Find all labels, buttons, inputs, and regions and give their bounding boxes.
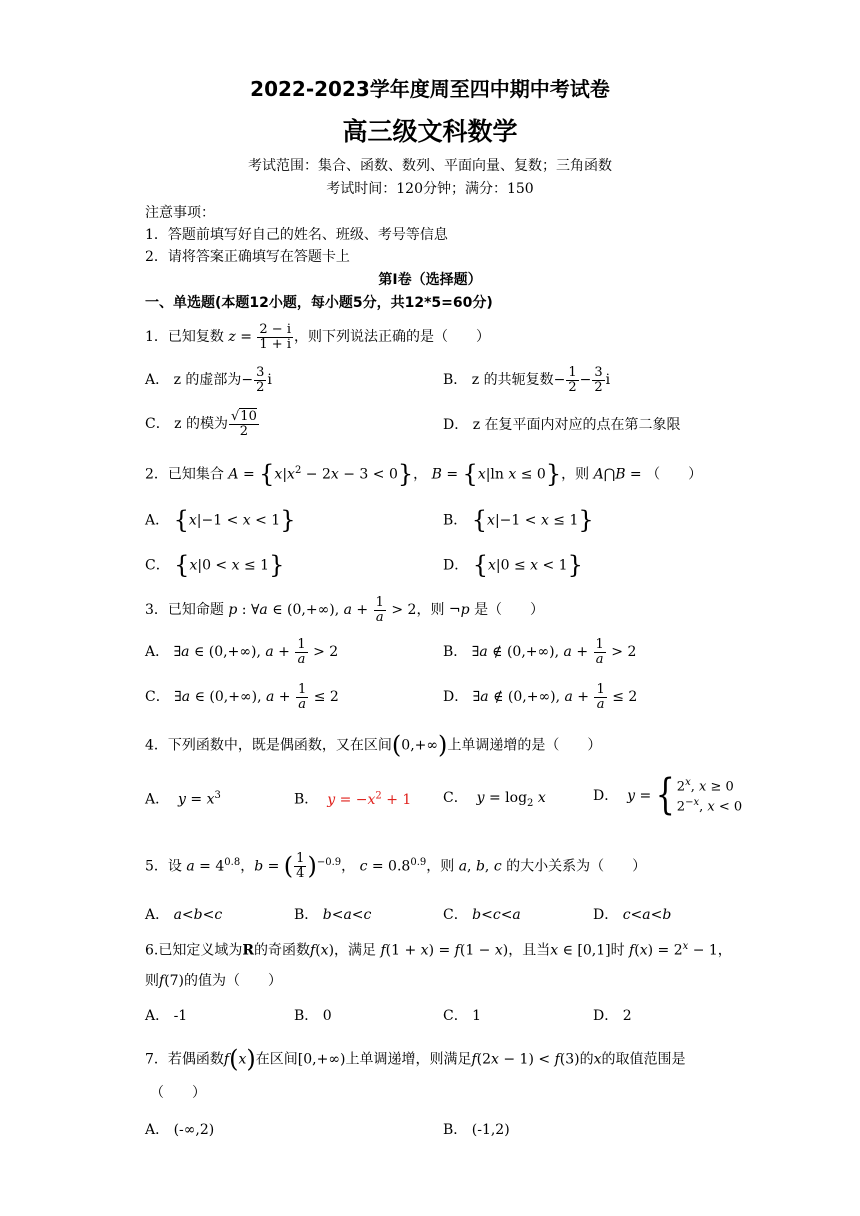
- question-3: 3．已知命题 p : ∀a ∈ (0,+∞), a + $\frac{1}{a}$ > 2，则 ¬p 是（ ）: [145, 595, 545, 625]
- option-6d[interactable]: D． 2: [593, 1008, 632, 1024]
- option-2c[interactable]: C． {x|0 < x ≤ 1}: [145, 551, 285, 579]
- option-3c[interactable]: C． ∃a ∈ (0,+∞), a + $\frac{1}{a}$ ≤ 2: [145, 682, 339, 712]
- option-6c[interactable]: C． 1: [443, 1008, 482, 1024]
- option-2d[interactable]: D． {x|0 ≤ x < 1}: [443, 551, 583, 579]
- option-1b[interactable]: B． z 的共轭复数− $\frac{1}{2}$ − $\frac{3}{2}$ i: [443, 365, 611, 395]
- option-4d[interactable]: D． y = { 2$^x$, x ≥ 0 $2^{-x}$, x < 0: [593, 770, 743, 820]
- notes-heading: 注意事项：: [145, 205, 215, 221]
- question-5: 5．设 $a = 4^{0.8}$，b = ( $\frac{1}{4}$ )$^{-0.9}$， $c = 0.8^{0.9}$，则 a, b, c 的大小关系为（ ）: [145, 851, 647, 881]
- option-1c[interactable]: C． z 的模为 $\frac{√10}{2}$: [145, 409, 257, 439]
- option-4b[interactable]: B． $y = -x^2 + 1$: [294, 790, 412, 808]
- note-item-1: 1．答题前填写好自己的姓名、班级、考号等信息: [145, 227, 448, 243]
- exam-scope: 考试范围：集合、函数、数列、平面向量、复数；三角函数: [248, 158, 612, 174]
- question-7: 7．若偶函数f(x)在区间[0,+∞)上单调递增，则满足f(2x − 1) < f(3)的x的取值范围是: [145, 1045, 686, 1073]
- question-6-line2: 则f(7)的值为（ ）: [145, 973, 283, 989]
- option-7b[interactable]: B． (-1,2): [443, 1122, 510, 1138]
- question-2: 2．已知集合 $A = \{x|x^2 - 2x - 3 < 0\}$， B = {x|ln x ≤ 0}，则 A⋂B = （ ）: [145, 460, 703, 488]
- note-item-2: 2．请将答案正确填写在答题卡上: [145, 249, 350, 265]
- question-6: 6.已知定义域为R的奇函数f(x)，满足 f(1 + x) = f(1 − x)，且当x ∈ [0,1]时 $f(x) = 2^x - 1$，: [145, 941, 732, 959]
- option-3a[interactable]: A． ∃a ∈ (0,+∞), a + $\frac{1}{a}$ > 2: [145, 637, 339, 667]
- exam-time: 考试时间：120分钟；满分：150: [326, 181, 534, 197]
- option-4c[interactable]: C． $y = \log_2 x$: [443, 790, 546, 809]
- option-2b[interactable]: B． {x|−1 < x ≤ 1}: [443, 506, 594, 534]
- option-1a[interactable]: A． z 的虚部为− $\frac{3}{2}$ i: [145, 365, 272, 395]
- exam-subtitle: 高三级文科数学: [342, 117, 518, 146]
- option-5a[interactable]: A． a<b<c: [145, 907, 223, 923]
- question-stem: ，则下列说法正确的是（ ）: [294, 329, 490, 346]
- option-5b[interactable]: B． b<a<c: [294, 907, 372, 923]
- exam-title: 2022-2023学年度周至四中期中考试卷: [250, 77, 610, 101]
- option-4a[interactable]: A． $y = x^3$: [145, 790, 221, 808]
- question-4: 4．下列函数中，既是偶函数，又在区间(0,+∞)上单调递增的是（ ）: [145, 731, 602, 759]
- question-1: 1．已知复数 z = $\frac{2 - i}{1 + i}$ ，则下列说法正确的是（ ）: [145, 322, 490, 352]
- option-7a[interactable]: A． (-∞,2): [145, 1122, 215, 1138]
- option-6b[interactable]: B． 0: [294, 1008, 332, 1024]
- option-1d[interactable]: D． z 在复平面内对应的点在第二象限: [443, 417, 681, 433]
- option-6a[interactable]: A． -1: [145, 1008, 188, 1024]
- option-3d[interactable]: D． ∃a ∉ (0,+∞), a + $\frac{1}{a}$ ≤ 2: [443, 682, 638, 712]
- option-3b[interactable]: B． ∃a ∉ (0,+∞), a + $\frac{1}{a}$ > 2: [443, 637, 637, 667]
- question-stem: 已知复数: [167, 329, 224, 346]
- question-7-line2: （ ）: [150, 1085, 206, 1101]
- question-number: 1．: [145, 329, 168, 346]
- option-5d[interactable]: D． c<a<b: [593, 907, 672, 923]
- option-2a[interactable]: A． {x|−1 < x < 1}: [145, 506, 296, 534]
- volume-title: 第I卷（选择题）: [378, 272, 482, 288]
- option-5c[interactable]: C． b<c<a: [443, 907, 521, 923]
- part-title: 一、单选题(本题12小题，每小题5分，共12*5=60分): [145, 295, 493, 311]
